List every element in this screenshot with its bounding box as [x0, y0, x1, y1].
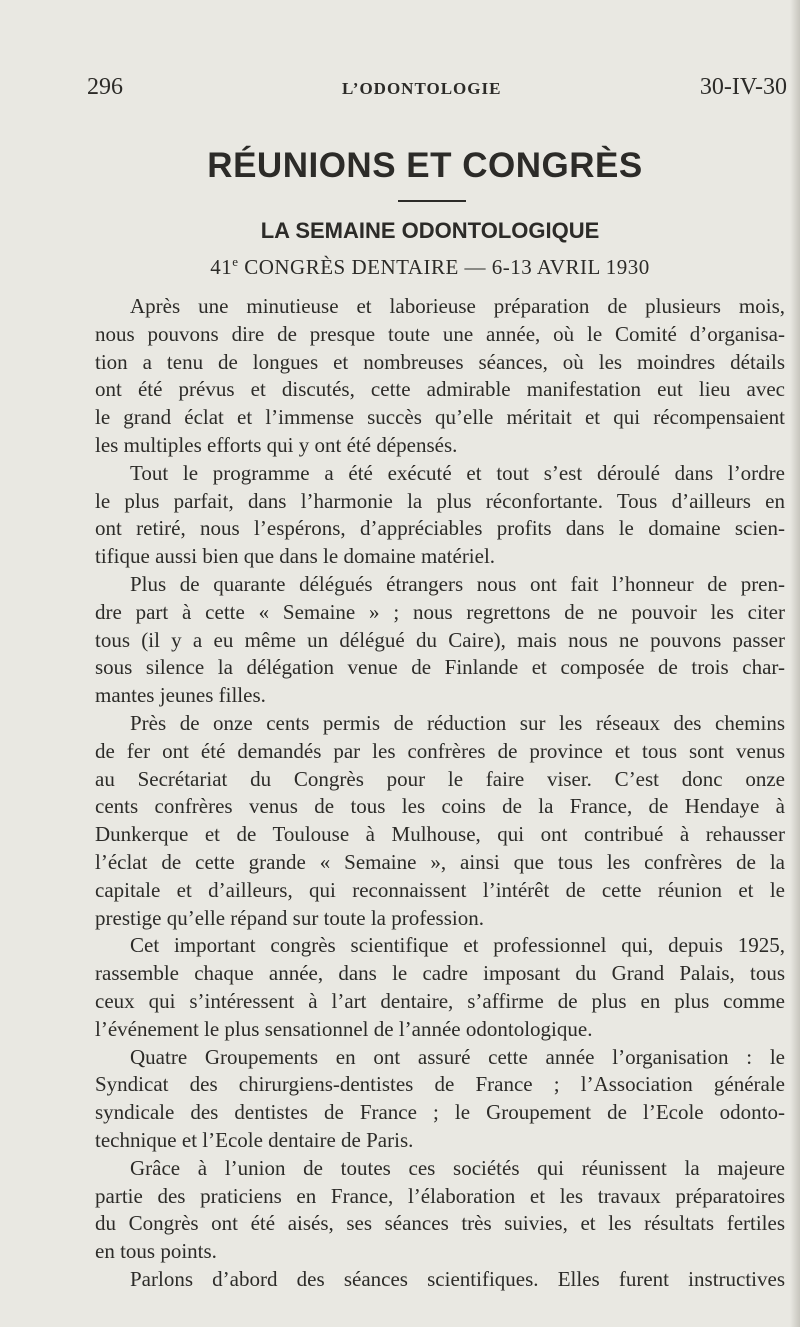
body-line: le plus parfait, dans l’harmonie la plus réconfortante. Tous d’ailleurs en: [95, 488, 785, 513]
body-line: de fer ont été demandés par les confrères de province et tous sont venus: [95, 738, 785, 763]
body-line: capitale et d’ailleurs, qui reconnaissent l’intérêt de cette réunion et le: [95, 877, 785, 902]
article-subtitle: 41e CONGRÈS DENTAIRE — 6-13 AVRIL 1930: [210, 254, 650, 279]
page-edge-shadow: [790, 0, 800, 1327]
body-line: Grâce à l’union de toutes ces sociétés qui réunissent la majeure: [130, 1155, 785, 1180]
body-line: tifique aussi bien que dans le domaine matériel.: [95, 544, 496, 569]
body-line: sous silence la délégation venue de Finlande et composée de trois char-: [95, 655, 785, 680]
body-line: le grand éclat et l’immense succès qu’elle méritait et qui récompensaient: [95, 405, 785, 430]
body-line: syndicale des dentistes de France ; le Groupement de l’Ecole odonto-: [95, 1100, 785, 1125]
article-title: LA SEMAINE ODONTOLOGIQUE: [260, 218, 600, 243]
page-number: 296: [87, 74, 123, 100]
body-line: technique et l’Ecole dentaire de Paris.: [95, 1128, 414, 1152]
body-line: partie des praticiens en France, l’élaboration et les travaux préparatoires: [95, 1183, 785, 1208]
body-line: cents confrères venus de tous les coins de la France, de Hendaye à: [95, 794, 785, 819]
body-line: l’événement le plus sensationnel de l’année odontologique.: [95, 1016, 593, 1041]
body-line: dre part à cette « Semaine » ; nous regrettons de ne pouvoir les citer: [95, 599, 785, 624]
title-divider: [398, 200, 466, 202]
body-line: nous pouvons dire de presque toute une année, où le Comité d’organisa-: [95, 321, 785, 346]
body-line: ceux qui s’intéressent à l’art dentaire, s’affirme de plus en plus comme: [95, 989, 785, 1013]
body-line: Quatre Groupements en ont assuré cette année l’organisation : le: [130, 1044, 785, 1069]
body-line: en tous points.: [95, 1239, 217, 1264]
body-line: tion a tenu de longues et nombreuses séances, où les moindres détails: [95, 349, 785, 374]
body-line: Parlons d’abord des séances scientifiques. Elles furent instructives: [130, 1267, 785, 1291]
body-line: les multiples efforts qui y ont été dépensés.: [95, 433, 458, 457]
journal-title: L’ODONTOLOGIE: [342, 79, 502, 98]
body-line: Tout le programme a été exécuté et tout s’est déroulé dans l’ordre: [130, 460, 785, 485]
body-line: Syndicat des chirurgiens-dentistes de France ; l’Association générale: [95, 1072, 785, 1097]
running-header: [87, 74, 787, 104]
body-line: au Secrétariat du Congrès pour le faire viser. C’est donc onze: [95, 766, 785, 791]
body-line: Dunkerque et de Toulouse à Mulhouse, qui ont contribué à rehausser: [95, 822, 785, 847]
body-line: rassemble chaque année, dans le cadre imposant du Grand Palais, tous: [95, 961, 785, 986]
body-line: du Congrès ont été aisés, ses séances très suivies, et les résultats fertiles: [95, 1211, 785, 1236]
body-line: ont retiré, nous l’espérons, d’appréciables profits dans le domaine scien-: [95, 516, 785, 541]
body-line: tous (il y a eu même un délégué du Caire), mais nous ne pouvons passer: [95, 627, 785, 652]
body-line: Cet important congrès scientifique et professionnel qui, depuis 1925,: [130, 933, 785, 958]
issue-date: 30-IV-30: [699, 74, 787, 100]
body-line: prestige qu’elle répand sur toute la profession.: [95, 905, 484, 930]
section-title: RÉUNIONS ET CONGRÈS: [207, 146, 643, 185]
body-line: Après une minutieuse et laborieuse préparation de plusieurs mois,: [130, 294, 785, 318]
body-line: mantes jeunes filles.: [95, 683, 266, 708]
body-line: Plus de quarante délégués étrangers nous ont fait l’honneur de pren-: [130, 572, 785, 596]
body-line: l’éclat de cette grande « Semaine », ainsi que tous les confrères de la: [95, 850, 785, 874]
body-line: ont été prévus et discutés, cette admirable manifestation eut lieu avec: [95, 377, 785, 402]
body-line: Près de onze cents permis de réduction sur les réseaux des chemins: [130, 711, 785, 735]
